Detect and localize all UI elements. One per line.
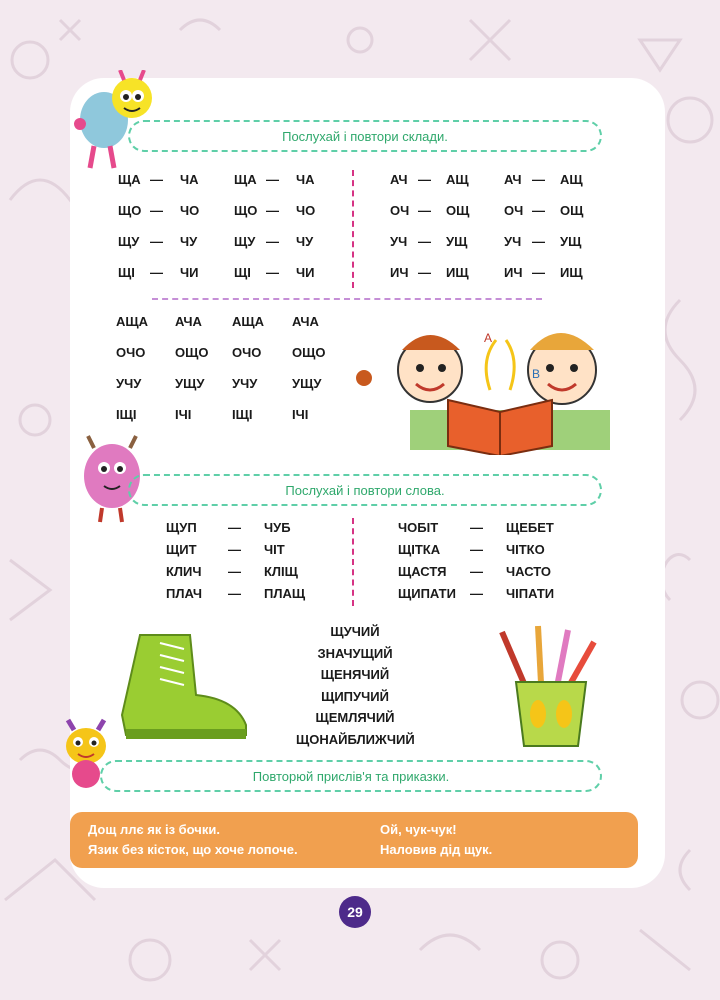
syllable: ОЧО <box>232 345 262 360</box>
syllable: АЩА <box>232 314 265 329</box>
syllable: АЧ <box>504 172 522 187</box>
word-pair-item: ЧАСТО <box>506 564 551 579</box>
syllable: ОЩО <box>175 345 209 360</box>
syllable: — <box>532 203 545 218</box>
syllable: — <box>532 265 545 280</box>
syllable: УЩ <box>560 234 582 249</box>
word-list-item: ЗНАЧУЩИЙ <box>317 645 393 661</box>
word-pair-item: ЩІТКА <box>398 542 441 557</box>
syllable: ЧО <box>180 203 200 218</box>
syllable: АЩ <box>560 172 583 187</box>
syllable: ІЧІ <box>292 407 309 422</box>
syllable: ЩУ <box>234 234 256 249</box>
syllable: АЧА <box>292 314 319 329</box>
syllable: ЧИ <box>180 265 199 280</box>
word-pair-item: — <box>228 520 241 535</box>
word-pair-item: ПЛАЧ <box>166 586 202 601</box>
syllable: ЧИ <box>296 265 315 280</box>
syllable: ИЧ <box>504 265 523 280</box>
book-letter-a: А <box>484 331 493 345</box>
kids-reading-illustration <box>350 320 640 455</box>
syllable: — <box>150 265 163 280</box>
syllable: УЧУ <box>116 376 142 391</box>
word-pair-item: ЧУБ <box>264 520 291 535</box>
word-pair-item: — <box>470 564 483 579</box>
syllable: — <box>532 234 545 249</box>
syllable: АЩА <box>116 314 149 329</box>
syllable: — <box>266 234 279 249</box>
syllable: ІЩІ <box>232 407 253 422</box>
syllable: — <box>150 203 163 218</box>
proverb-right-1: Ой, чук-чук! <box>380 822 457 837</box>
word-pair-item: — <box>470 520 483 535</box>
syllable: — <box>266 203 279 218</box>
word-pair-item: ЩИТ <box>166 542 197 557</box>
syllable: ИЧ <box>390 265 409 280</box>
section-title-proverbs: Повторюй прислів'я та приказки. <box>100 760 602 792</box>
syllable: ОЩО <box>292 345 326 360</box>
word-pair-item: — <box>470 542 483 557</box>
syllable: — <box>418 172 431 187</box>
page-number: 29 <box>339 896 371 928</box>
proverbs-bar <box>70 812 638 868</box>
word-list-item: ЩОНАЙБЛИЖЧИЙ <box>296 731 415 747</box>
word-pair-item: КЛІЩ <box>264 564 298 579</box>
horizontal-divider <box>152 298 542 300</box>
proverb-left-1: Дощ ллє як із бочки. <box>88 822 220 837</box>
syllable: — <box>266 172 279 187</box>
word-pair-item: — <box>228 542 241 557</box>
syllable: ІЧІ <box>175 407 192 422</box>
syllable: УЩУ <box>292 376 322 391</box>
syllable: ИЩ <box>560 265 583 280</box>
syllable: ЩО <box>118 203 142 218</box>
syllable: ОЩ <box>560 203 584 218</box>
word-pair-item: ПЛАЩ <box>264 586 306 601</box>
word-pair-item: ЩУП <box>166 520 197 535</box>
syllable: АЧ <box>390 172 408 187</box>
syllable: УЧ <box>390 234 408 249</box>
syllable: ЧО <box>296 203 316 218</box>
section-title-words: Послухай і повтори слова. <box>128 474 602 506</box>
syllable: — <box>418 203 431 218</box>
syllable: ІЩІ <box>116 407 137 422</box>
syllable: ЧА <box>180 172 199 187</box>
word-pair-item: — <box>228 586 241 601</box>
syllable: — <box>532 172 545 187</box>
section-title-syllables: Послухай і повтори склади. <box>128 120 602 152</box>
word-pair-item: ЩИПАТИ <box>398 586 456 601</box>
word-pair-item: ЧІТ <box>264 542 285 557</box>
word-pair-item: — <box>470 586 483 601</box>
syllable: ИЩ <box>446 265 469 280</box>
syllable: ЧУ <box>296 234 314 249</box>
word-list-item: ЩЕМЛЯЧИЙ <box>315 710 395 725</box>
syllable: ЩА <box>234 172 257 187</box>
syllable: ЩУ <box>118 234 140 249</box>
syllable: ОЩ <box>446 203 470 218</box>
word-list-item: ЩЕНЯЧИЙ <box>320 667 390 682</box>
vertical-divider-words <box>352 518 354 606</box>
syllable: УЧ <box>504 234 522 249</box>
toothbrush-cup-illustration <box>488 622 604 750</box>
syllable: ОЧ <box>390 203 410 218</box>
syllable: УЩ <box>446 234 468 249</box>
syllable: ЧА <box>296 172 315 187</box>
syllable: УЩУ <box>175 376 205 391</box>
syllable: — <box>418 265 431 280</box>
word-pair-item: ЩЕБЕТ <box>506 520 554 535</box>
syllable: ОЧО <box>116 345 146 360</box>
word-list-item: ЩУЧИЙ <box>330 624 380 639</box>
word-pair-item: ЧОБІТ <box>398 520 439 535</box>
syllable: ОЧ <box>504 203 524 218</box>
word-pair-item: ЧІПАТИ <box>506 586 555 601</box>
syllable: АЩ <box>446 172 469 187</box>
proverb-right-2: Наловив дід щук. <box>380 842 493 857</box>
word-pair-item: ЧІТКО <box>506 542 545 557</box>
syllable: ЩІ <box>118 265 135 280</box>
syllable: — <box>150 234 163 249</box>
syllable: ЩА <box>118 172 141 187</box>
green-boot-illustration <box>120 625 250 741</box>
word-pair-item: — <box>228 564 241 579</box>
word-list-item: ЩИПУЧИЙ <box>321 688 389 704</box>
syllable: — <box>150 172 163 187</box>
syllable: ЩІ <box>234 265 251 280</box>
syllable: — <box>266 265 279 280</box>
syllable: АЧА <box>175 314 202 329</box>
word-pair-item: КЛИЧ <box>166 564 202 579</box>
syllable: УЧУ <box>232 376 258 391</box>
syllable: — <box>418 234 431 249</box>
word-pair-item: ЩАСТЯ <box>398 564 447 579</box>
syllable: ЧУ <box>180 234 198 249</box>
syllable: ЩО <box>234 203 258 218</box>
book-letter-b: В <box>532 367 541 381</box>
vertical-divider <box>352 170 354 288</box>
proverb-left-2: Язик без кісток, що хоче лопоче. <box>88 842 298 857</box>
